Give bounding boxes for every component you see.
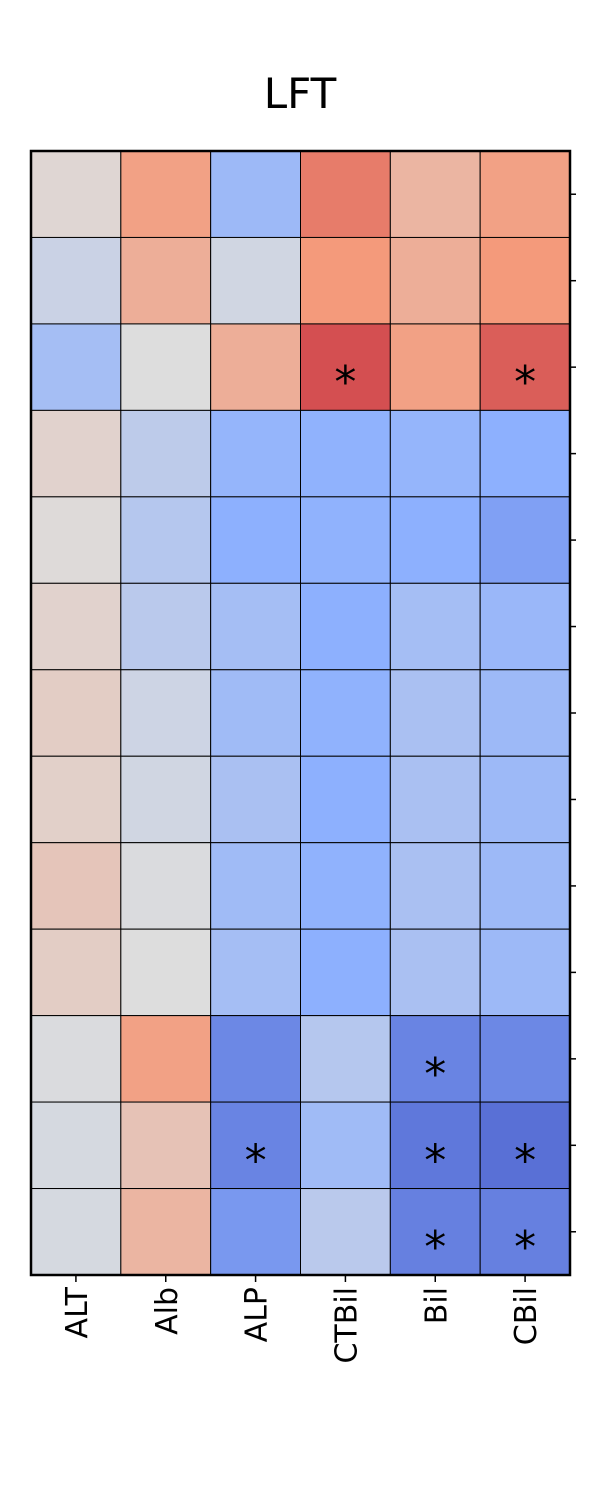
heatmap-cell-CBil-row4 (480, 410, 570, 496)
heatmap-cell-Alb-row3 (121, 324, 211, 410)
heatmap-cell-CBil-row8 (480, 756, 570, 842)
heatmap-cell-ALT-row7 (31, 670, 121, 756)
significance-marker: * (424, 1048, 447, 1100)
heatmap-cell-ALT-row12 (31, 1102, 121, 1188)
heatmap-cell-Alb-row6 (121, 583, 211, 669)
heatmap-cell-ALT-row1 (31, 151, 121, 237)
heatmap-cell-ALT-row3 (31, 324, 121, 410)
heatmap-cell-ALT-row10 (31, 929, 121, 1015)
heatmap-cell-Alb-row13 (121, 1189, 211, 1275)
heatmap-cell-Bil-row9 (390, 843, 480, 929)
heatmap-cell-ALP-row8 (211, 756, 301, 842)
heatmap-cell-Alb-row9 (121, 843, 211, 929)
heatmap-cell-Bil-row1 (390, 151, 480, 237)
heatmap-cell-Alb-row11 (121, 1016, 211, 1102)
heatmap-cell-CTBil-row12 (301, 1102, 391, 1188)
heatmap-cell-ALP-row6 (211, 583, 301, 669)
heatmap-cell-ALT-row5 (31, 497, 121, 583)
x-axis-ticks (60, 1275, 544, 1364)
heatmap-cell-ALP-row5 (211, 497, 301, 583)
heatmap-cell-ALP-row13 (211, 1189, 301, 1275)
heatmap-cell-Alb-row2 (121, 237, 211, 323)
heatmap-cell-Bil-row8 (390, 756, 480, 842)
heatmap-cell-CBil-row6 (480, 583, 570, 669)
x-tick-label-ALP: ALP (239, 1287, 275, 1343)
significance-marker: * (334, 357, 357, 409)
heatmap-cell-Bil-row5 (390, 497, 480, 583)
heatmap-cell-CBil-row2 (480, 237, 570, 323)
heatmap-cell-CTBil-row5 (301, 497, 391, 583)
heatmap-cell-ALP-row7 (211, 670, 301, 756)
heatmap-cell-Alb-row12 (121, 1102, 211, 1188)
x-tick-label-ALT: ALT (59, 1287, 95, 1339)
heatmap-cell-ALP-row4 (211, 410, 301, 496)
heatmap-cell-Alb-row7 (121, 670, 211, 756)
heatmap-cell-Alb-row4 (121, 410, 211, 496)
heatmap-cell-CTBil-row9 (301, 843, 391, 929)
heatmap-cell-Alb-row10 (121, 929, 211, 1015)
significance-marker: * (514, 1135, 537, 1187)
heatmap-cell-Bil-row6 (390, 583, 480, 669)
heatmap-cell-ALP-row9 (211, 843, 301, 929)
heatmap-cell-ALT-row8 (31, 756, 121, 842)
heatmap-cell-Bil-row7 (390, 670, 480, 756)
heatmap-cell-CBil-row5 (480, 497, 570, 583)
heatmap-cell-ALT-row9 (31, 843, 121, 929)
heatmap-cell-ALT-row11 (31, 1016, 121, 1102)
x-tick-label-Alb: Alb (149, 1287, 185, 1335)
heatmap-cell-CTBil-row2 (301, 237, 391, 323)
heatmap-cell-CTBil-row10 (301, 929, 391, 1015)
x-tick-label-Bil: Bil (419, 1287, 455, 1325)
significance-marker: * (424, 1135, 447, 1187)
heatmap-cell-CBil-row9 (480, 843, 570, 929)
heatmap-cell-Bil-row4 (390, 410, 480, 496)
heatmap-cell-CBil-row1 (480, 151, 570, 237)
significance-marker: * (244, 1135, 267, 1187)
heatmap-cell-CTBil-row13 (301, 1189, 391, 1275)
heatmap-cell-ALP-row3 (211, 324, 301, 410)
heatmap-cell-Bil-row3 (390, 324, 480, 410)
heatmap-cell-ALP-row10 (211, 929, 301, 1015)
heatmap-cell-CBil-row7 (480, 670, 570, 756)
heatmap-cell-ALT-row4 (31, 410, 121, 496)
heatmap-cell-CTBil-row8 (301, 756, 391, 842)
heatmap-cell-ALT-row2 (31, 237, 121, 323)
heatmap-cell-Bil-row10 (390, 929, 480, 1015)
x-tick-label-CTBil: CTBil (329, 1287, 365, 1364)
heatmap-cell-ALP-row1 (211, 151, 301, 237)
heatmap-cell-CBil-row11 (480, 1016, 570, 1102)
significance-marker: * (424, 1221, 447, 1273)
heatmap-cell-ALT-row6 (31, 583, 121, 669)
heatmap-cell-ALP-row11 (211, 1016, 301, 1102)
heatmap-cells (31, 151, 570, 1275)
x-tick-label-CBil: CBil (509, 1287, 545, 1346)
significance-marker: * (514, 357, 537, 409)
significance-marker: * (514, 1221, 537, 1273)
heatmap-cell-CTBil-row4 (301, 410, 391, 496)
heatmap-cell-Alb-row5 (121, 497, 211, 583)
heatmap-cell-CBil-row10 (480, 929, 570, 1015)
heatmap-cell-Alb-row8 (121, 756, 211, 842)
chart-title: LFT (263, 69, 337, 118)
heatmap-cell-Bil-row2 (390, 237, 480, 323)
heatmap-cell-CTBil-row6 (301, 583, 391, 669)
heatmap-cell-CTBil-row11 (301, 1016, 391, 1102)
heatmap-cell-CTBil-row1 (301, 151, 391, 237)
heatmap-cell-ALP-row2 (211, 237, 301, 323)
heatmap-cell-ALT-row13 (31, 1189, 121, 1275)
heatmap-cell-CTBil-row7 (301, 670, 391, 756)
heatmap-cell-Alb-row1 (121, 151, 211, 237)
